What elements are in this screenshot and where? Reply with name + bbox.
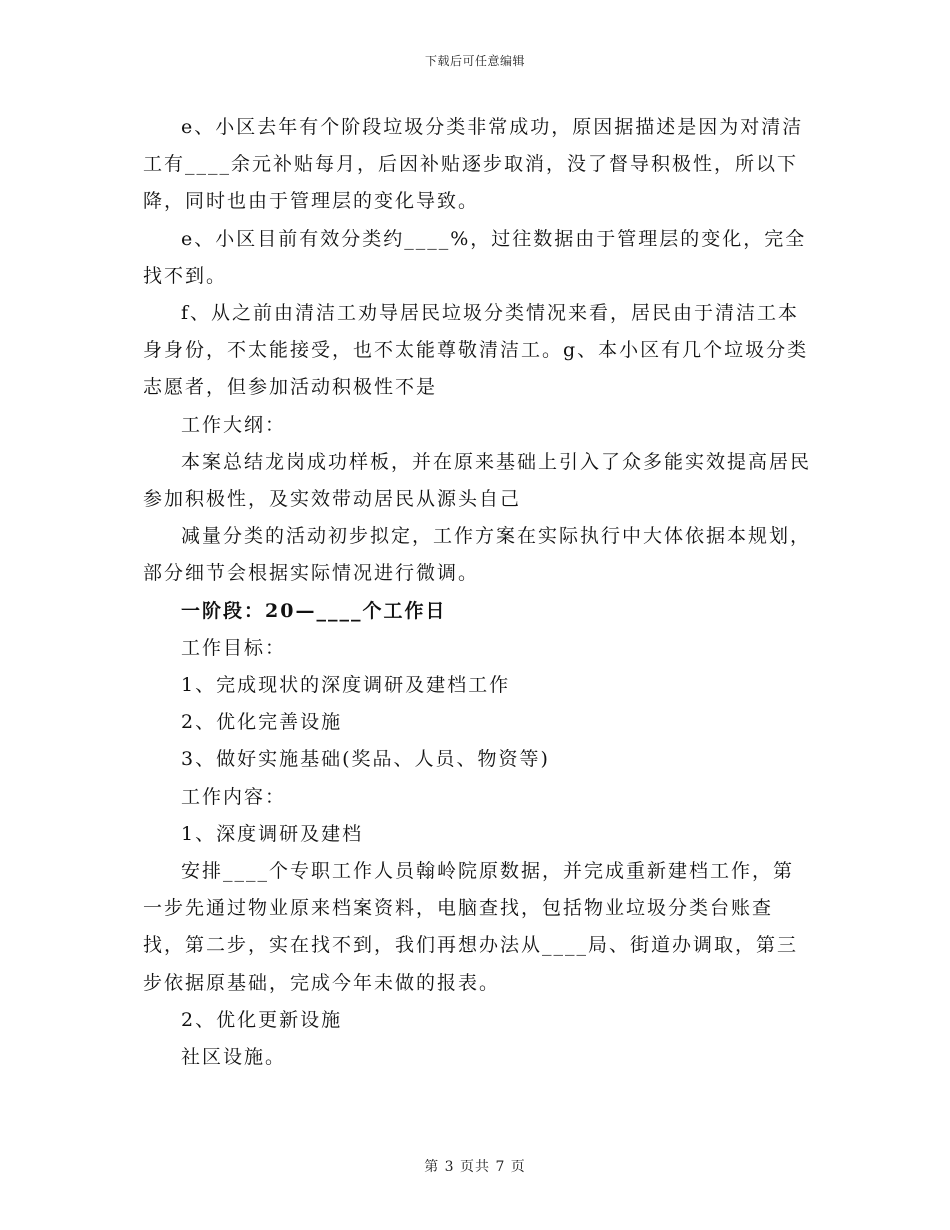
- paragraph-work-outline-title: 工作大纲：: [181, 413, 287, 436]
- work-content-1-title: 1、深度调研及建档: [181, 822, 364, 845]
- document-body: [143, 109, 813, 1076]
- work-content-2-detail: 社区设施。: [181, 1046, 287, 1069]
- work-content-title: 工作内容：: [181, 785, 287, 808]
- paragraph-e-subsidy: e、小区去年有个阶段垃圾分类非常成功，原因据描述是因为对清洁工有____余元补贴每月，后因补贴逐步取消，没了督导积极性，所以下降，同时也由于管理层的变化导致。: [143, 116, 804, 213]
- paragraph-e-sorting-rate: e、小区目前有效分类约____%，过往数据由于管理层的变化，完全找不到。: [143, 227, 807, 287]
- work-goals-title: 工作目标：: [181, 636, 287, 659]
- work-goal-2: 2、优化完善设施: [181, 711, 343, 734]
- paragraph-work-outline-summary: 本案总结龙岗成功样板，并在原来基础上引入了众多能实效提高居民参加积极性，及实效带动居民从源头自己: [143, 450, 812, 511]
- work-goal-1: 1、完成现状的深度调研及建档工作: [181, 674, 511, 697]
- stage-one-heading: 一阶段：20—____个工作日: [181, 599, 447, 622]
- work-content-2-title: 2、优化更新设施: [181, 1008, 343, 1031]
- work-content-1-detail: 安排____个专职工作人员翰岭院原数据，并完成重新建档工作，第一步先通过物业原来档案资料，电脑查找，包括物业垃圾分类台账查找，第二步，实在找不到，我们再想办法从____局、街道办调取，第三步依据原基础，完成今年未做的报表。: [143, 860, 799, 994]
- page-footer: 第 3 页共 7 页: [424, 1159, 526, 1175]
- paragraph-f-cleaner-guidance: f、从之前由清洁工劝导居民垃圾分类情况来看，居民由于清洁工本身身份，不太能接受，也不太能尊敬清洁工。g、本小区有几个垃圾分类志愿者，但参加活动积极性不是: [143, 302, 809, 399]
- work-goal-3: 3、做好实施基础(奖品、人员、物资等): [181, 748, 550, 771]
- page-header: 下载后可任意编辑: [424, 54, 525, 68]
- paragraph-work-outline-plan: 减量分类的活动初步拟定，工作方案在实际执行中大体依据本规划，部分细节会根据实际情况进行微调。: [143, 525, 812, 585]
